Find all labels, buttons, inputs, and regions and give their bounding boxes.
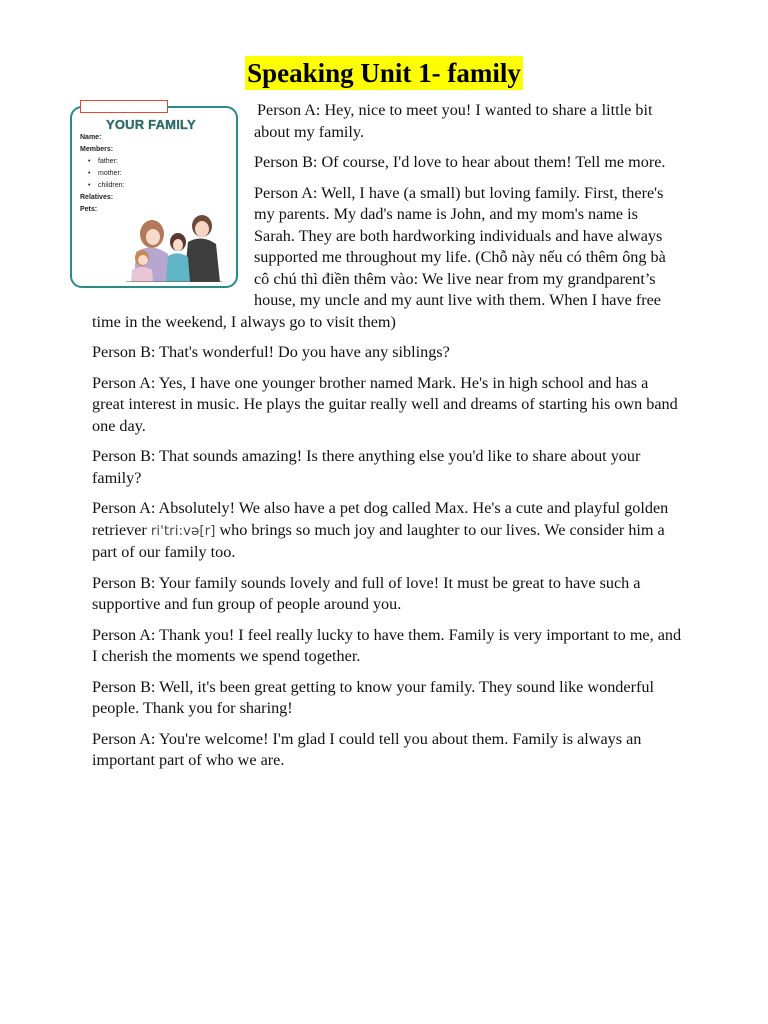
dialogue-line-9: Person A: Thank you! I feel really lucky to have them. Family is very important to me, and I cherish the moments we spend together. (92, 625, 682, 665)
worksheet-relatives-label: Relatives: (80, 194, 114, 201)
phonetic-transcription: ri'tri:və[r] (150, 522, 216, 539)
dialogue-line-7-end: who brings so much joy and laughter to our lives. We consider him a part of our family too. (92, 520, 665, 561)
dialogue-line-5: Person A: Yes, I have one younger brother named Mark. He's in high school and has a great interest in music. He plays the guitar really well and dreams of starting his own band one day. (92, 373, 678, 435)
family-illustration-icon (122, 212, 226, 282)
worksheet-mother-label: • mother: (80, 168, 124, 180)
dialogue-line-10: Person B: Well, it's been great getting to know your family. They sound like wonderful people. Thank you for sharing! (92, 677, 654, 717)
worksheet-members-label: Members: (80, 146, 114, 153)
dialogue-body (80, 100, 682, 781)
dialogue-line-6: Person B: That sounds amazing! Is there anything else you'd like to share about your family? (92, 447, 641, 487)
dialogue-line-2: Person B: Of course, I'd love to hear about them! Tell me more. (254, 153, 666, 171)
worksheet-heading: YOUR FAMILY (106, 117, 196, 132)
dialogue-line-7-start: Person A: Absolutely! We also have a pet dog called Max. He's a cute and playful golden retriever (92, 499, 669, 539)
title-wrapper (0, 56, 768, 90)
your-family-worksheet-image (66, 100, 244, 290)
page-title: Speaking Unit 1- family (247, 58, 521, 88)
dialogue-line-7 (92, 498, 682, 564)
dialogue-line-1: Person A: Hey, nice to meet you! I wanted to share a little bit about my family. (254, 101, 653, 141)
worksheet-pets-label: Pets: (80, 206, 98, 213)
dialogue-line-3: Person A: Well, I have (a small) but loving family. First, there's my parents. My dad's name is John, and my mom's name is Sarah. They are both hardworking individuals and have always supported me throughout my life. (Chỗ này nếu có thêm ông bà cô chú thì điền thêm vào: We live near from my grandparent’s house, my uncle and my aunt live with them. When I have free time in the weekend, I always go to visit them) (92, 183, 666, 331)
worksheet-fields (80, 132, 124, 216)
worksheet-father-label: • father: (80, 156, 124, 168)
dialogue-line-4: Person B: That's wonderful! Do you have any siblings? (92, 343, 450, 361)
worksheet-top-box (80, 100, 168, 113)
dialogue-line-11: Person A: You're welcome! I'm glad I could tell you about them. Family is always an important part of who we are. (92, 729, 642, 769)
worksheet-name-label: Name: (80, 134, 102, 141)
worksheet-children-label: • children: (80, 180, 124, 192)
dialogue-line-8: Person B: Your family sounds lovely and full of love! It must be great to have such a supportive and fun group of people around you. (92, 573, 641, 613)
